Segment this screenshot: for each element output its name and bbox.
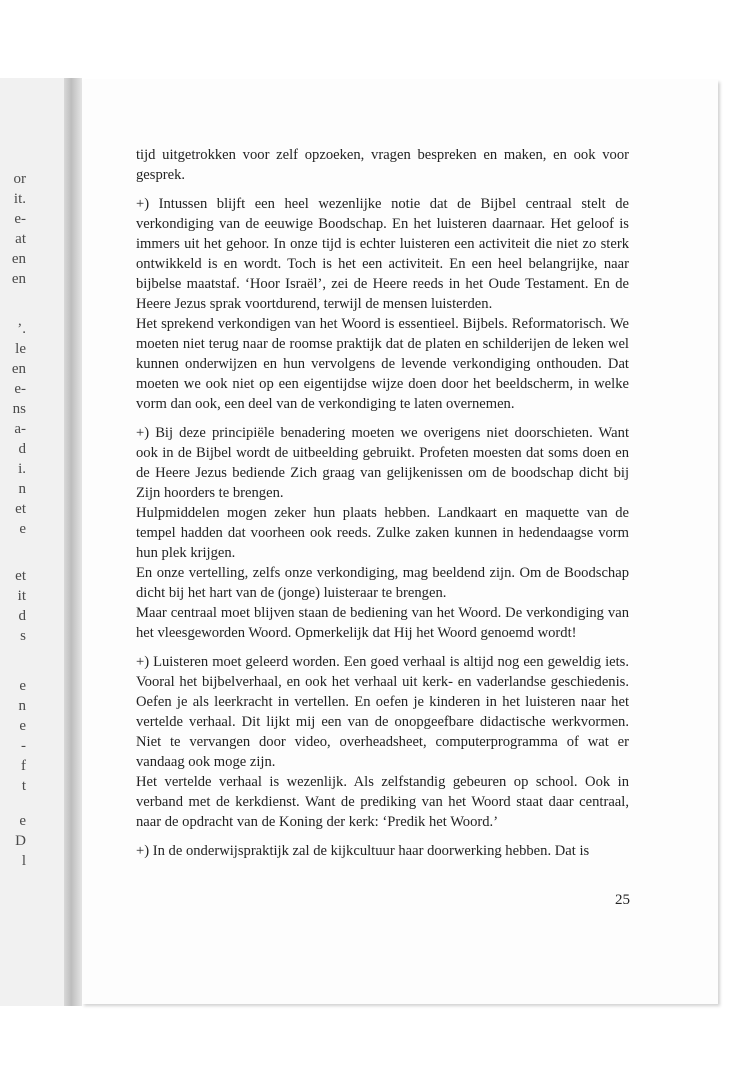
- prev-fragment: et: [15, 501, 26, 517]
- body-text: [136, 145, 629, 861]
- paragraph: Hulpmiddelen mogen zeker hun plaats hebben. Landkaart en maquette van de tempel hadden dat voorheen ook reeds. Zulke zaken kunnen in hedendaagse vorm hun plek krijgen.: [136, 505, 629, 561]
- book-spine: [64, 78, 82, 1006]
- paragraph: En onze vertelling, zelfs onze verkondiging, mag beeldend zijn. Om de Boodschap dicht bij het hart van de (jonge) luisteraar te brengen.: [136, 565, 629, 601]
- previous-page-edge: [0, 78, 68, 1006]
- prev-fragment: d: [18, 608, 26, 624]
- prev-fragment: e: [19, 813, 26, 829]
- prev-fragment: en: [11, 271, 26, 287]
- page-number: 25: [615, 892, 630, 908]
- prev-fragment: en: [11, 251, 26, 267]
- prev-fragment: n: [18, 481, 26, 497]
- prev-fragment: it.: [13, 191, 26, 207]
- prev-fragment: e: [19, 521, 26, 537]
- prev-fragment: n: [18, 698, 26, 714]
- prev-fragment: a-: [14, 421, 26, 437]
- prev-fragment: or: [13, 171, 26, 187]
- paragraph: Het vertelde verhaal is wezenlijk. Als zelfstandig gebeuren op school. Ook in verband met de kerkdienst. Want de prediking van het Woord staat daar centraal, naar de opdracht van de Koning der kerk: ‘Predik het Woord.’: [136, 774, 629, 830]
- paragraph: Het sprekend verkondigen van het Woord is essentieel. Bijbels. Reformatorisch. We moeten niet terug naar de roomse praktijk dat de platen en schilderijen de leken wel kunnen onderwijzen en hun vervolgens de levende verkondiging onthouden. Dat moeten we ook niet op een eigentijdse wijze doen door het beeldscherm, in welke vorm dan ook, een deel van de verkondiging te laten overnemen.: [136, 316, 629, 412]
- prev-fragment: at: [15, 231, 26, 247]
- prev-fragment: ’.: [17, 321, 26, 337]
- prev-fragment: et: [15, 568, 26, 584]
- prev-fragment: i.: [18, 461, 26, 477]
- paragraph: tijd uitgetrokken voor zelf opzoeken, vragen bespreken en maken, en ook voor gesprek.: [136, 147, 629, 183]
- prev-fragment: en: [11, 361, 26, 377]
- paragraph: Maar centraal moet blijven staan de bediening van het Woord. De verkondiging van het vleesgeworden Woord. Opmerkelijk dat Hij het Woord genoemd wordt!: [136, 605, 629, 641]
- prev-fragment: e-: [14, 211, 26, 227]
- prev-fragment: D: [15, 833, 26, 849]
- prev-fragment: e: [19, 718, 26, 734]
- prev-fragment: l: [21, 853, 26, 869]
- prev-fragment: ns: [12, 401, 26, 417]
- prev-fragment: t: [21, 778, 26, 794]
- prev-fragment: le: [15, 341, 26, 357]
- paragraph: +) Luisteren moet geleerd worden. Een goed verhaal is altijd nog een geweldig iets. Vooral het bijbelverhaal, en ook het verhaal uit kerk- en vaderlandse geschiedenis. Oefen je als leerkracht in vertellen. En oefen je kinderen in het luisteren naar het vertelde verhaal. Dit lijkt mij een van de onopgeefbare didactische werkvormen. Niet te vervangen door video, overheadsheet, computerprogramma of wat er vandaag ook moge zijn.: [136, 654, 629, 770]
- prev-fragment: it: [17, 588, 26, 604]
- prev-fragment: -: [21, 738, 26, 754]
- paragraph: +) In de onderwijspraktijk zal de kijkcultuur haar doorwerking hebben. Dat is: [136, 843, 590, 859]
- paragraph: +) Intussen blijft een heel wezenlijke notie dat de Bijbel centraal stelt de verkondiging van de eeuwige Boodschap. En het luisteren daarnaar. Het geloof is immers uit het gehoor. In onze tijd is echter luisteren een activiteit die niet zo sterk ontwikkeld is en wordt. Toch is het een activiteit. En een heel belangrijke, naar bijbelse maatstaf. ‘Hoor Israël’, zei de Heere reeds in het Oude Testament. En de Heere Jezus sprak voortdurend, terwijl de mensen luisterden.: [136, 196, 629, 312]
- prev-fragment: e-: [14, 381, 26, 397]
- paragraph: +) Bij deze principiële benadering moeten we overigens niet doorschieten. Want ook in de Bijbel wordt de uitbeelding gebruikt. Profeten moesten dat soms doen en de Heere Jezus bediende Zich graag van gelijkenissen om de boodschap dicht bij Zijn hoorders te brengen.: [136, 425, 629, 501]
- prev-fragment: f: [21, 758, 26, 774]
- prev-fragment: e: [19, 678, 26, 694]
- prev-fragment: d: [18, 441, 26, 457]
- prev-fragment: s: [20, 628, 26, 644]
